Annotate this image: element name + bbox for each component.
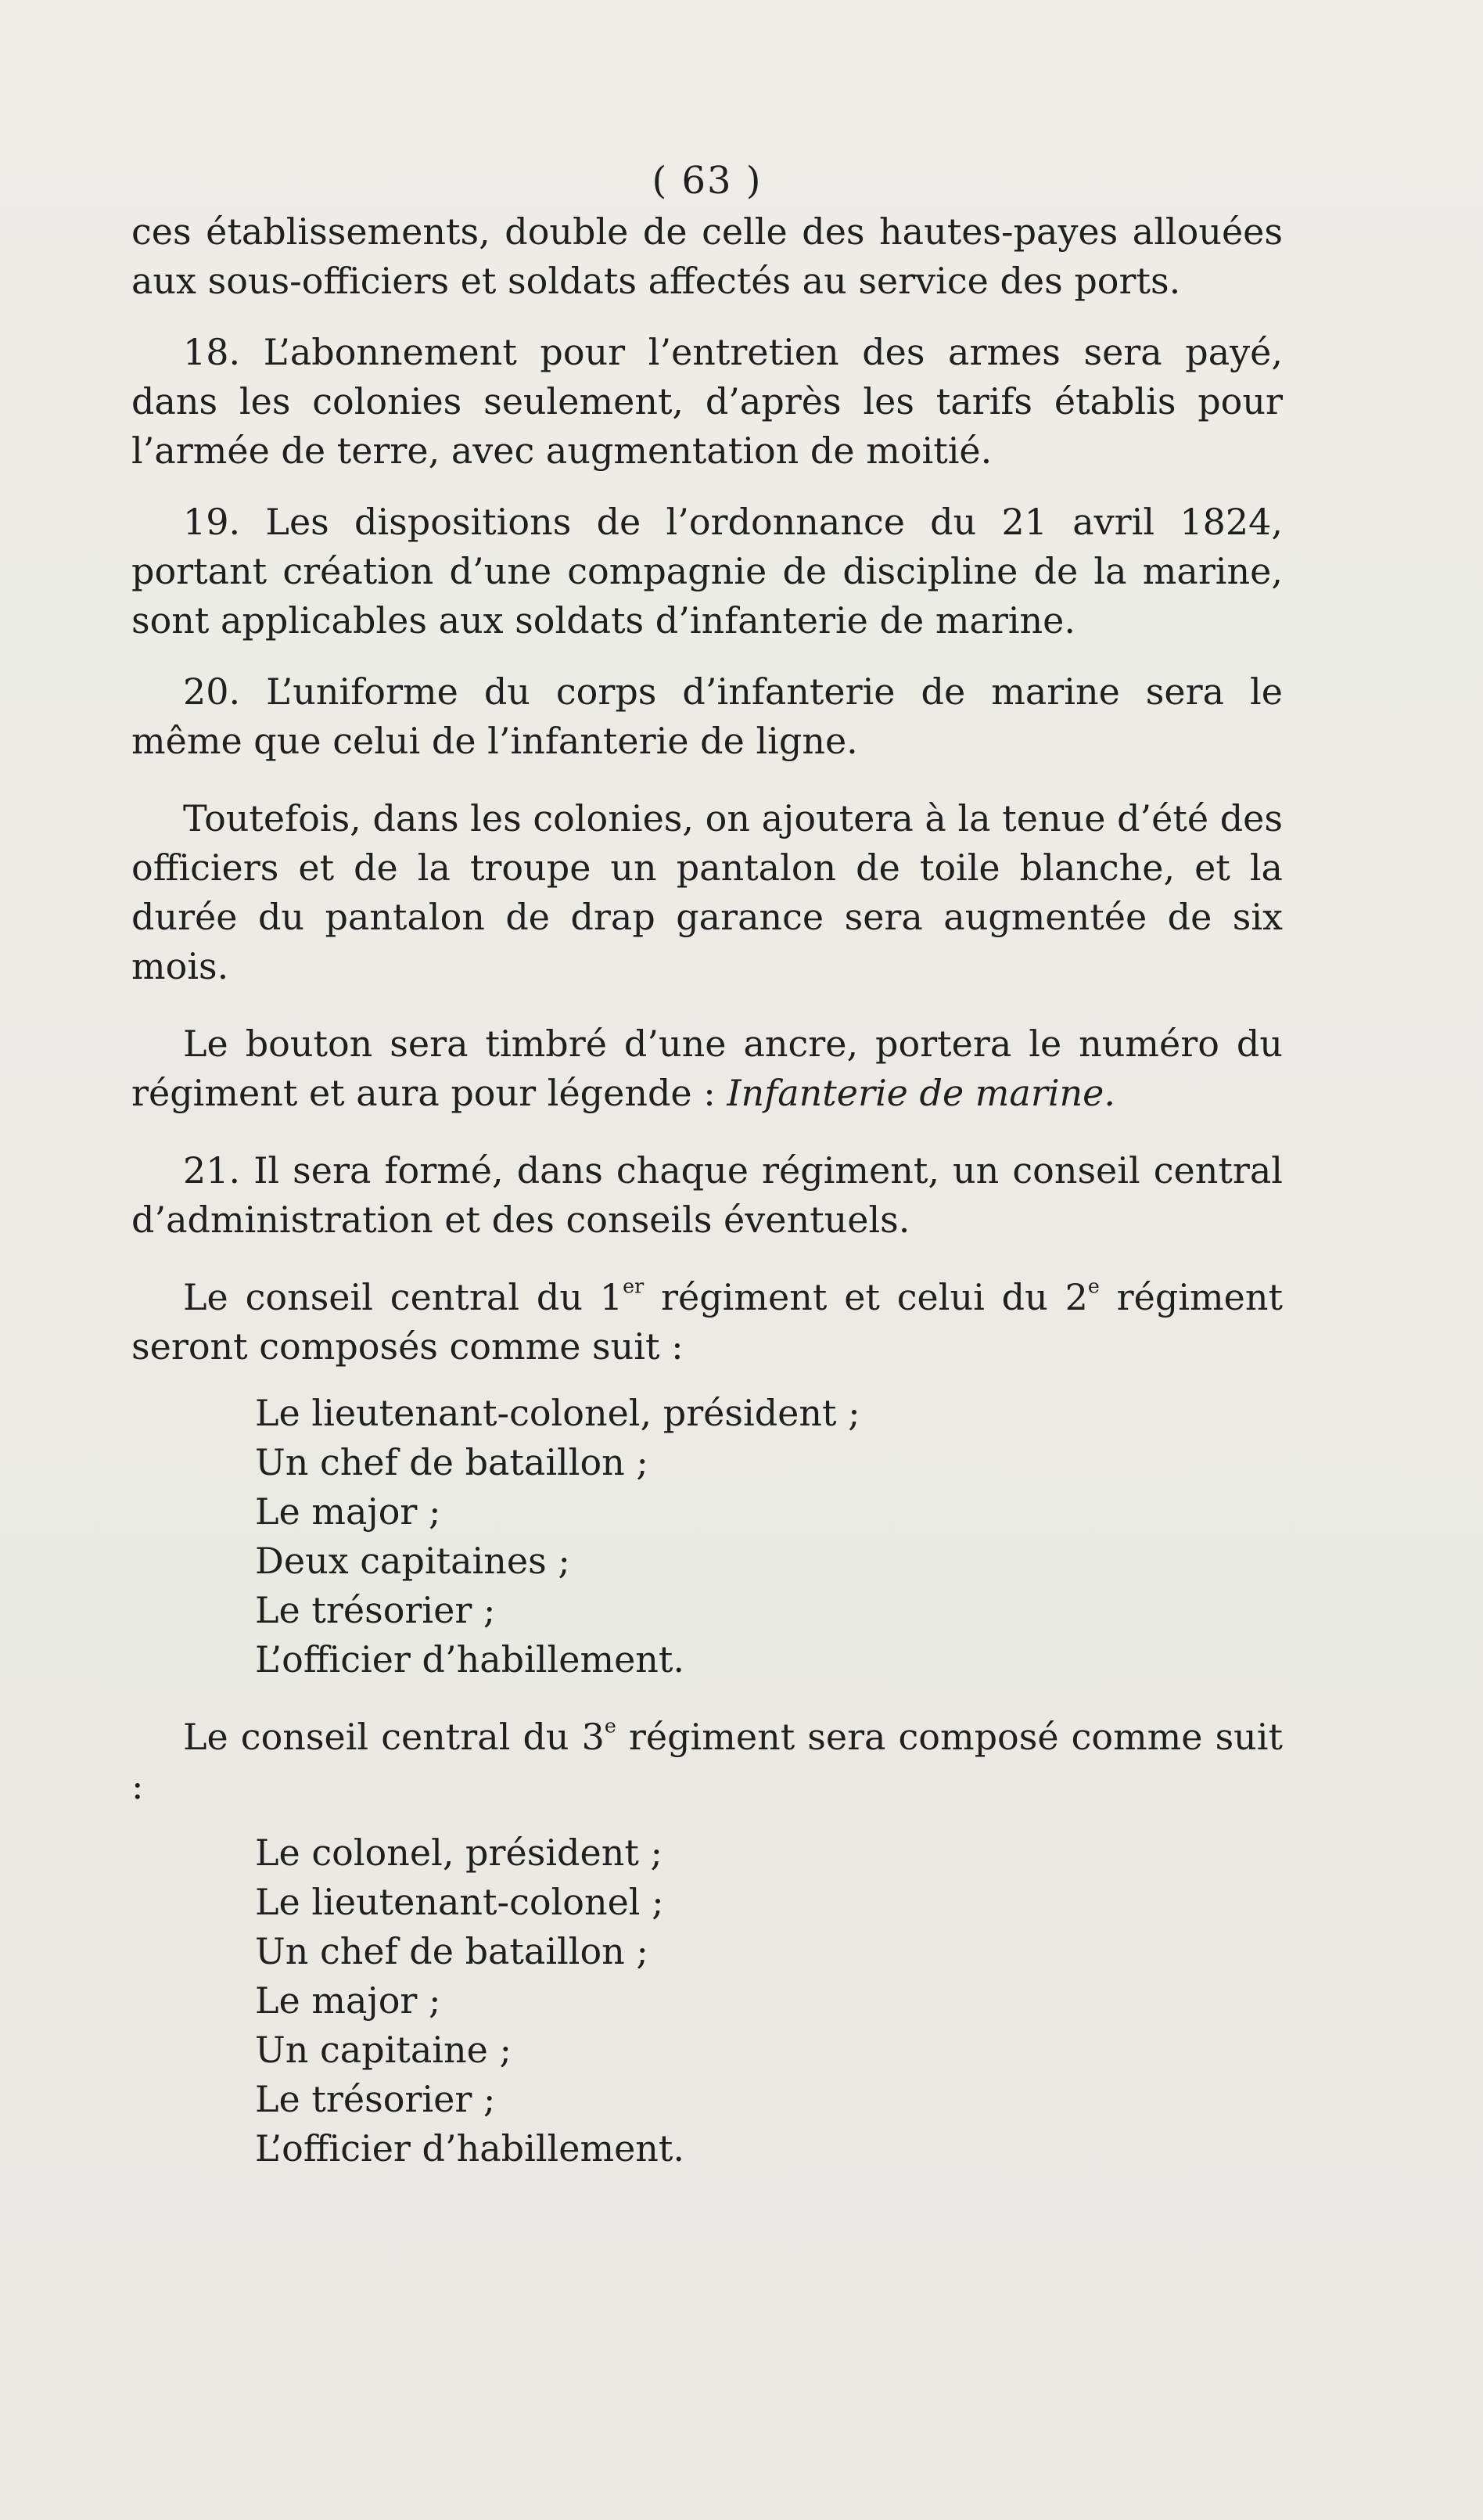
list-item: Le major ; [255,1979,441,2022]
article-21: 21. Il sera formé, dans chaque régiment, un conseil central d’administration et des conseils éventuels. [131,1149,1283,1241]
article-19: 19. Les dispositions de l’ordonnance du 21 avril 1824, portant création d’une compagnie de discipline de la marine, sont applicables aux soldats d’infanterie de marine. [131,501,1283,642]
list-item: Un capitaine ; [255,2029,512,2071]
paragraph-continuation: ces établissements, double de celle des hautes-payes allouées aux sous-officiers et soldats affectés au service des ports. [131,210,1283,302]
text-fragment: régiment seront composés comme suit : [131,1276,1284,1368]
text-fragment: Le conseil central du 3 [183,1716,605,1758]
text-fragment: régiment sera composé comme suit : [131,1716,1283,1807]
article-20: 20. L’uniforme du corps d’infanterie de marine sera le même que celui de l’infanterie de ligne. [131,670,1283,762]
text-fragment: régiment et celui du 2 [644,1276,1088,1318]
page-text [131,156,1283,2173]
list-item: Un chef de bataillon ; [255,1441,648,1483]
list-item: Le colonel, président ; [255,1832,663,1874]
button-text: Le bouton sera timbré d’une ancre, portera le numéro du régiment et aura pour légende : [131,1023,1283,1114]
article-21-council-1-2 [131,1273,1283,1371]
council-list-2 [131,1828,1283,2173]
page-number: ( 63 ) [652,159,763,203]
list-item: Le major ; [255,1490,441,1533]
list-item: Un chef de bataillon ; [255,1930,648,1972]
superscript: e [604,1714,616,1738]
list-item: Le trésorier ; [255,1589,496,1631]
superscript: e [1087,1274,1100,1298]
superscript: er [623,1274,645,1298]
article-21-council-3 [131,1713,1283,1811]
council-list-1 [131,1389,1283,1684]
button-legend: Infanterie de marine. [727,1072,1116,1114]
list-item: Deux capitaines ; [255,1540,570,1582]
list-item: L’officier d’habillement. [255,1638,685,1681]
list-item: Le trésorier ; [255,2078,496,2120]
list-item: L’officier d’habillement. [255,2127,685,2170]
list-item: Le lieutenant-colonel, président ; [255,1392,860,1434]
article-20-button [131,1019,1283,1118]
list-item: Le lieutenant-colonel ; [255,1881,664,1923]
article-20-uniform-colonies: Toutefois, dans les colonies, on ajoutera à la tenue d’été des officiers et de la troupe un pantalon de toile blanche, et la durée du pantalon de drap garance sera augmentée de six mois. [131,797,1283,987]
text-fragment: Le conseil central du 1 [183,1276,623,1318]
article-18: 18. L’abonnement pour l’entretien des armes sera payé, dans les colonies seulement, d’après les tarifs établis pour l’armée de terre, avec augmentation de moitié. [131,331,1283,472]
